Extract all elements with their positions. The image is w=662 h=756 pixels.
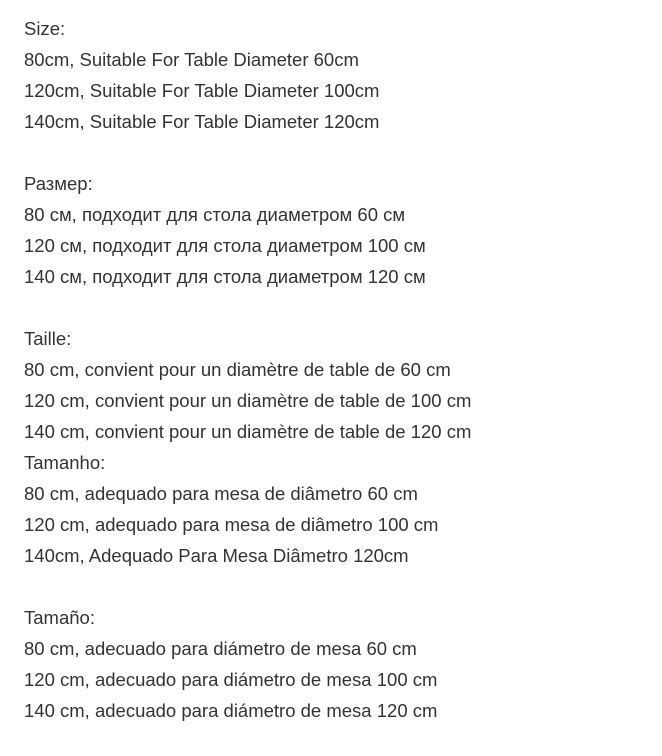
size-description bbox=[24, 13, 471, 726]
size-line: 140 cm, adecuado para diámetro de mesa 120 cm bbox=[24, 700, 438, 721]
section-spanish bbox=[24, 602, 471, 726]
size-line: 140 см, подходит для стола диаметром 120 см bbox=[24, 266, 426, 287]
size-line: 120 cm, convient pour un diamètre de table de 100 cm bbox=[24, 390, 472, 411]
size-line: 80 cm, convient pour un diamètre de table de 60 cm bbox=[24, 359, 451, 380]
size-line: 80 см, подходит для стола диаметром 60 см bbox=[24, 204, 406, 225]
section-heading: Tamanho: bbox=[24, 452, 106, 473]
size-line: 120 cm, adecuado para diámetro de mesa 100 cm bbox=[24, 669, 438, 690]
size-line: 80 cm, adecuado para diámetro de mesa 60 cm bbox=[24, 638, 417, 659]
blank-line bbox=[24, 137, 471, 168]
section-portuguese bbox=[24, 447, 471, 571]
size-line: 120cm, Suitable For Table Diameter 100cm bbox=[24, 80, 380, 101]
size-line: 80 cm, adequado para mesa de diâmetro 60 cm bbox=[24, 483, 418, 504]
size-line: 140cm, Adequado Para Mesa Diâmetro 120cm bbox=[24, 545, 409, 566]
section-heading: Size: bbox=[24, 18, 66, 39]
section-english bbox=[24, 13, 471, 137]
section-french bbox=[24, 323, 471, 447]
size-line: 140 cm, convient pour un diamètre de table de 120 cm bbox=[24, 421, 472, 442]
section-russian bbox=[24, 168, 471, 292]
size-line: 140cm, Suitable For Table Diameter 120cm bbox=[24, 111, 380, 132]
size-line: 80cm, Suitable For Table Diameter 60cm bbox=[24, 49, 359, 70]
section-heading: Taille: bbox=[24, 328, 72, 349]
section-heading: Размер: bbox=[24, 173, 93, 194]
size-line: 120 см, подходит для стола диаметром 100 см bbox=[24, 235, 426, 256]
blank-line bbox=[24, 292, 471, 323]
section-heading: Tamaño: bbox=[24, 607, 95, 628]
blank-line bbox=[24, 571, 471, 602]
size-line: 120 cm, adequado para mesa de diâmetro 100 cm bbox=[24, 514, 439, 535]
